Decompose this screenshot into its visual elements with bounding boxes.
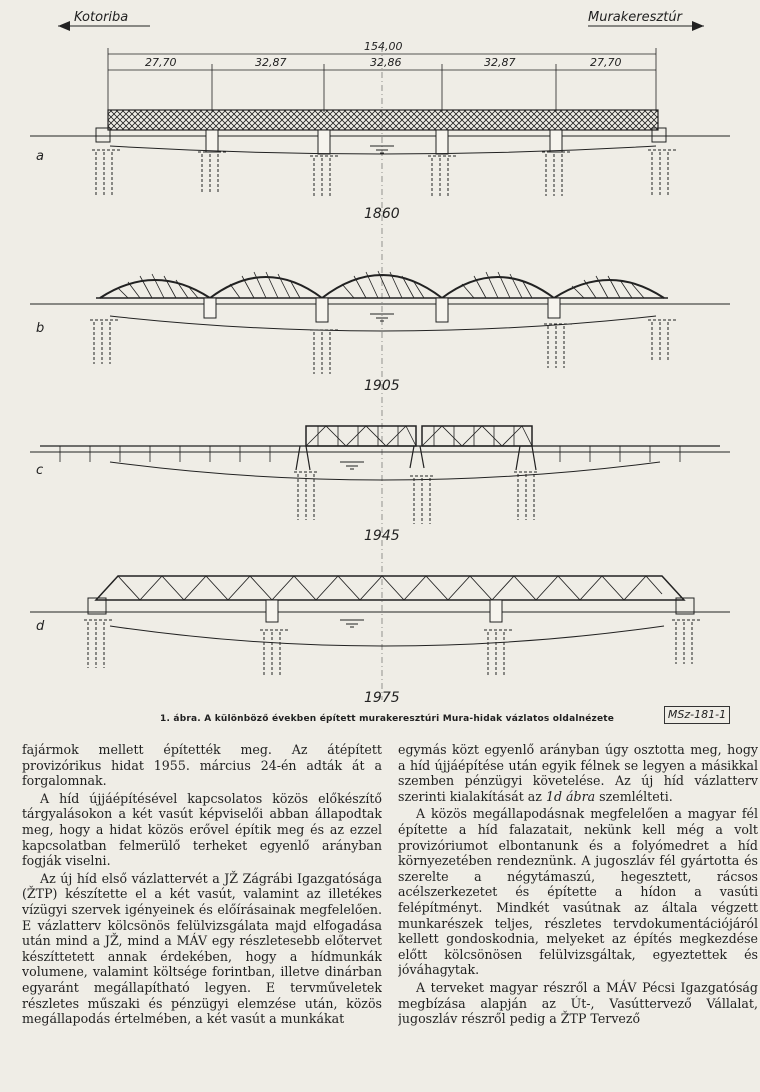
bridge-1860: [30, 110, 730, 222]
span-label: 32,87: [255, 56, 287, 69]
bridge-1905: [30, 271, 730, 374]
row-label: c: [36, 463, 44, 478]
span-label: 27,70: [145, 56, 177, 69]
direction-arrows: [58, 10, 704, 31]
paragraph-text: egymás közt egyenlő arányban úgy osztotta meg, hogy a híd újjáépítése után egyik félnek se legyen a másikkal szemben pénzügyi követelése. Az új híd vázlatterv szerinti kialakítását az: [398, 742, 758, 804]
direction-right-label: Murakeresztúr: [588, 10, 682, 25]
row-label: d: [36, 619, 45, 634]
year-label: 1975: [364, 690, 400, 706]
paragraph: A híd újjáépítésével kapcsolatos közös előkészítő tárgyalásokon a két vasút képviselői abban állapodtak meg, hogy a hidat közös erővel építik meg és az ezzel kapcsolatban felmerülő terheket egyenlő arányban fogják viselni.: [22, 790, 382, 869]
figure-reference: 1d ábra: [545, 788, 596, 804]
figure-code: MSz-181-1: [664, 706, 730, 724]
bridge-1945: [30, 426, 730, 524]
total-length-label: 154,00: [364, 40, 403, 53]
year-label: 1905: [364, 378, 400, 394]
bridge-1975: [30, 576, 730, 676]
year-label: 1860: [364, 206, 400, 222]
paragraph: A terveket magyar részről a MÁV Pécsi Igazgatóság megbízása alapján az Út-, Vasúttervező Vállalat, jugoszláv részről pedig a ŽTP Tervező: [398, 979, 758, 1027]
span-label: 32,87: [484, 56, 516, 69]
paragraph: Az új híd első vázlattervét a JŽ Zágrábi Igazgatósága (ŽTP) készítette el a két vasút, valamint az illetékes vízügyi szervek igényeinek és előírásainak megfelelően. E vázlatterv kölcsönös felülvizsgálata majd elfogadása után mind a JŽ, mind a MÁV egy részletesebb előtervet készíttetett annak érdekében, hogy a hídmunkák volumene, valamint költsége forintban, illetve dinárban egyaránt megállapítható legyen. E tervműveletek részletes műszaki és pénzügyi elemzése után, közös megállapodás értelmében, a két vasút a munkákat: [22, 870, 382, 1027]
direction-left-label: Kotoriba: [74, 10, 129, 25]
figure-caption: 1. ábra. A különböző években épített murakeresztúri Mura-hidak vázlatos oldalnézete: [160, 714, 615, 724]
span-label: 32,86: [370, 56, 402, 69]
row-label: b: [36, 321, 45, 336]
text-column-left: [22, 742, 382, 1087]
row-label: a: [36, 149, 44, 164]
text-column-right: [398, 742, 758, 1087]
span-label: 27,70: [590, 56, 622, 69]
paragraph: fajármok mellett építették meg. Az átépített provizórikus hidat 1955. március 24-én adták át a forgalomnak.: [22, 742, 382, 789]
paragraph-text: szemlélteti.: [599, 788, 673, 804]
paragraph: A közös megállapodásnak megfelelően a magyar fél építette a híd falazatait, nekünk kell még a volt provizóriumot elbontanunk és a folyómedret a híd környezetében rendeznünk. A jugoszláv fél gyártotta és szerelte a négytámaszú, hegesztett, rácsos acélszerkezetet és építette a hídon a vasúti felépítményt. Mindkét vasútnak az általa végzett munkarészek teljes, részletes tervdokumentációjáról kellett gondoskodnia, melyeket az építés megkezdése előtt kölcsönösen felülvizsgáltak, egyeztettek és jóváhagytak.: [398, 806, 758, 978]
year-label: 1945: [364, 528, 400, 544]
paragraph: [398, 742, 758, 804]
